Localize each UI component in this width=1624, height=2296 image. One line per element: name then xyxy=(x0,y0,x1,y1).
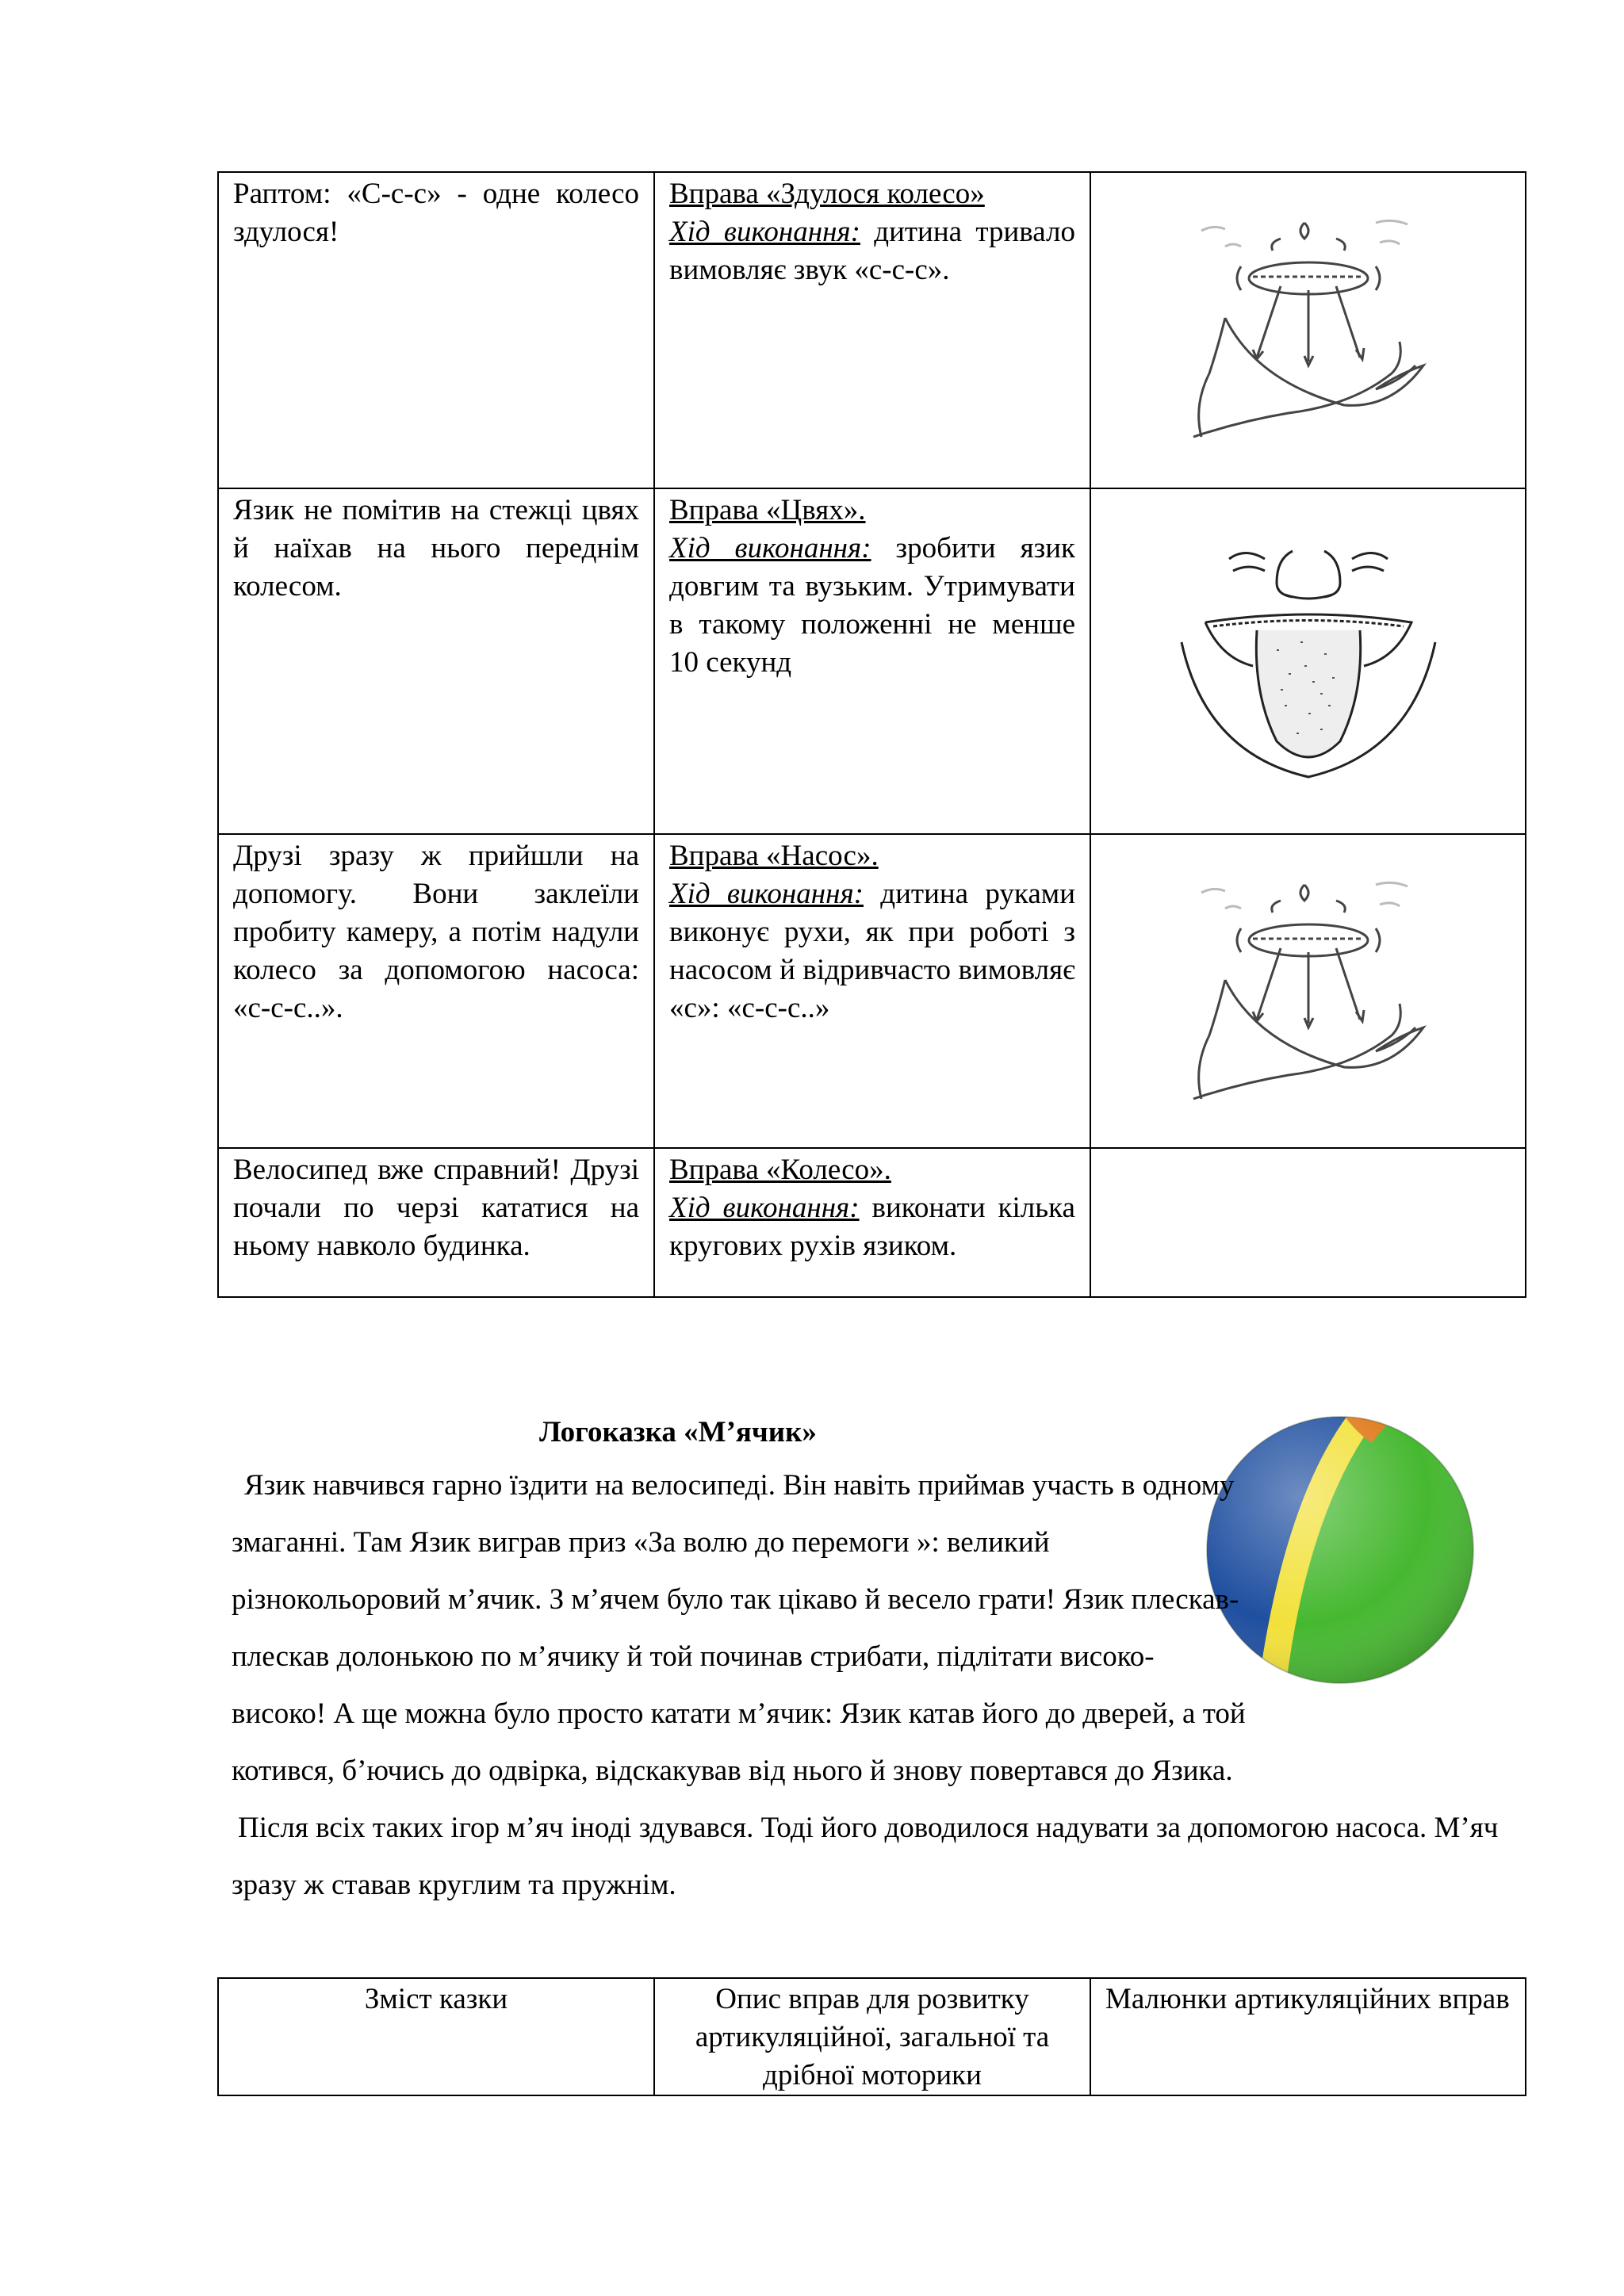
exercise-title: Вправа «Насос». xyxy=(669,840,879,872)
illustration-cell xyxy=(1090,172,1526,488)
tongue-out-drawing xyxy=(1166,515,1451,785)
mouth-blowing-hand-drawing xyxy=(1178,199,1439,453)
exercises-table xyxy=(217,171,1526,1298)
table-row xyxy=(218,488,1526,834)
column-header: Зміст казки xyxy=(218,1978,654,2095)
exercise-text: зробити язик довгим та вузьким. Утримувати в такому положенні не менше 10 секунд xyxy=(669,532,1075,679)
table-row xyxy=(218,834,1526,1148)
story-exercises-table xyxy=(217,1977,1526,2096)
table-row xyxy=(218,1148,1526,1297)
story-cell xyxy=(218,834,654,1148)
exercise-title: Вправа «Цвях». xyxy=(669,494,866,526)
exercise-title: Вправа «Колесо». xyxy=(669,1154,891,1186)
story-title: Логоказка «М’ячик» xyxy=(539,1416,817,1448)
mouth-blowing-hand-drawing xyxy=(1178,861,1439,1115)
story-paragraph xyxy=(232,1800,1516,1914)
story-text: Велосипед вже справний! Друзі почали по черзі кататися на ньому навколо будинка. xyxy=(233,1154,639,1262)
illustration-cell xyxy=(1090,488,1526,834)
column-header: Опис вправ для розвитку артикуляційної, загальної та дрібної моторики xyxy=(654,1978,1090,2095)
exercise-cell xyxy=(654,1148,1090,1297)
exercise-cell xyxy=(654,488,1090,834)
table-row xyxy=(218,172,1526,488)
story-text: Язик не помітив на стежці цвях й наїхав на нього переднім колесом. xyxy=(233,494,639,603)
exercise-label: Хід виконання: xyxy=(669,532,871,564)
exercise-title: Вправа «Здулося колесо» xyxy=(669,178,985,210)
story-paragraph xyxy=(232,1457,1516,1800)
exercise-text: виконати кілька кругових рухів язиком. xyxy=(669,1192,1075,1262)
exercise-label: Хід виконання: xyxy=(669,878,864,910)
story-cell xyxy=(218,488,654,834)
illustration-cell xyxy=(1090,834,1526,1148)
story-cell xyxy=(218,172,654,488)
exercise-label: Хід виконання: xyxy=(669,1192,860,1224)
exercise-cell xyxy=(654,834,1090,1148)
illustration-cell xyxy=(1090,1148,1526,1297)
exercise-label: Хід виконання: xyxy=(669,216,860,248)
story-paragraph-text: Після всіх таких ігор м’яч іноді здувався. Тоді його доводилося надувати за допомогою насоса. М’яч зразу ж ставав круглим та пружнім. xyxy=(232,1812,1499,1901)
story-cell xyxy=(218,1148,654,1297)
table-header-row xyxy=(218,1978,1526,2095)
story-paragraph-text: Язик навчився гарно їздити на велосипеді. Він навіть приймав участь в одному змаганні. Там Язик виграв приз «За волю до перемоги »: великий різнокольоровий м’ячик. З м’ячем було так цікаво й весело грати! Язик плескав-плескав долонькою по м’ячику й той починав стрибати, підлітати високо-високо! А ще можна було просто катати м’ячик: Язик катав його до дверей, а той котився, б’ючись до одвірка, відскакував від нього й знову повертався до Язика. xyxy=(232,1469,1246,1787)
story-text: Раптом: «С-с-с» - одне колесо здулося! xyxy=(233,178,639,248)
column-header: Малюнки артикуляційних вправ xyxy=(1090,1978,1526,2095)
story-text-block xyxy=(232,1457,1516,1914)
exercise-text: дитина руками виконує рухи, як при роботі з насосом й відривчасто вимовляє «с»: «с-с-с..» xyxy=(669,878,1075,1024)
exercise-text: дитина тривало вимовляє звук «с-с-с». xyxy=(669,216,1075,286)
story-text: Друзі зразу ж прийшли на допомогу. Вони заклеїли пробиту камеру, а потім надули колесо за допомогою насоса: «с-с-с..». xyxy=(233,840,639,1024)
exercise-cell xyxy=(654,172,1090,488)
